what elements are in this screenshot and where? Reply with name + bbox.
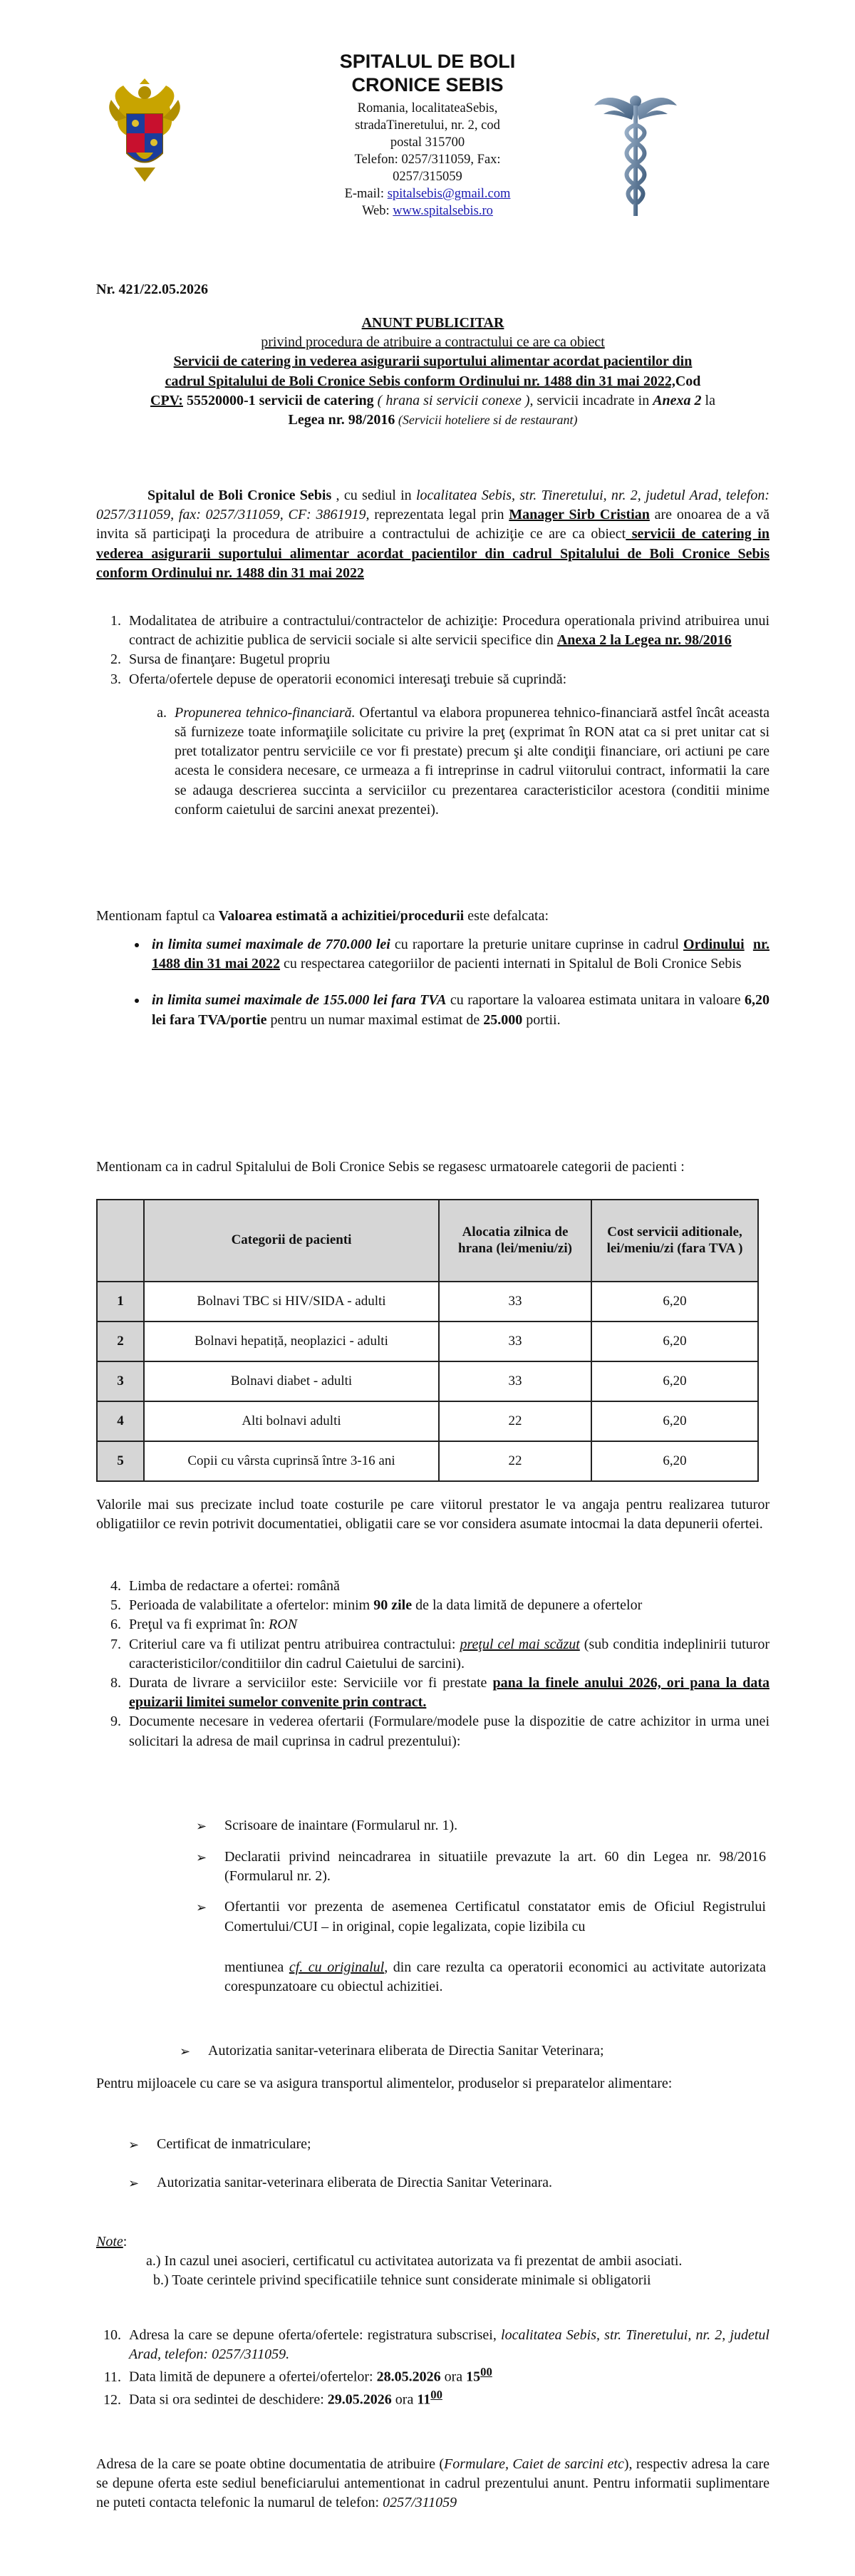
note-section: Note: a.) In cazul unei asocieri, certificatul cu activitatea autorizata va fi prezentat de ambii asociati. b.) Toate cerintele privind specificatiile tehnice sunt considerate minimale si obligatorii xyxy=(96,2232,770,2291)
table-header: Cost servicii aditionale, lei/meniu/zi (fara TVA ) xyxy=(591,1200,758,1282)
table-header xyxy=(97,1200,144,1282)
table-row: 5 Copii cu vârsta cuprinsă între 3-16 ani 22 6,20 xyxy=(97,1441,758,1481)
caduceus-icon xyxy=(593,86,678,217)
list-item: ➢ Declaratii privind neincadrarea in situatiile prevazute la art. 60 din Legea nr. 98/2016 (Formularul nr. 2). xyxy=(196,1848,766,1886)
list-item: 2. Sursa de finanţare: Bugetul propriu xyxy=(125,650,770,669)
list-item: mentiunea cf. cu originalul, din care rezulta ca operatorii economici au activitate autorizata corespunzatoare cu obiectul achizitiei. xyxy=(224,1959,766,1994)
hospital-name: SPITALUL DE BOLI CRONICE SEBIS xyxy=(339,51,516,96)
announcement-title: ANUNT PUBLICITAR xyxy=(361,315,504,331)
transport-list xyxy=(128,2135,770,2205)
list-item: 4. Limba de redactare a ofertei: română xyxy=(125,1577,770,1596)
list-item: 12. Data si ora sedintei de deschidere: 29.05.2026 ora $11^{00}$ xyxy=(125,2387,770,2410)
table-row: 2 Bolnavi hepatiță, neoplazici - adulti 33 6,20 xyxy=(97,1322,758,1361)
categories-table-wrap xyxy=(96,1199,770,1482)
list-item: 11. Data limită de depunere a ofertei/ofertelor: 28.05.2026 ora $15^{00}$ xyxy=(125,2364,770,2387)
categories-intro: Mentionam ca in cadrul Spitalului de Boli Cronice Sebis se regasesc urmatoarele categorii de pacienti : xyxy=(96,1159,685,1175)
list-item: • in limita sumei maximale de 770.000 lei cu raportare la preturie unitare cuprinse in cadrul Ordinului nr. 1488 din 31 mai 2022 cu respectarea categoriilor de pacienti internati in Spitalul de Boli Cronice Sebis xyxy=(147,935,770,974)
document-number: Nr. 421/22.05.2026 xyxy=(96,282,209,297)
address-line: Romania, localitateaSebis, xyxy=(357,101,498,115)
announcement-subtitle: privind procedura de atribuire a contractului ce are ca obiect xyxy=(261,334,605,351)
address-line: 0257/315059 xyxy=(393,170,462,185)
list-item: 3. Oferta/ofertele depuse de operatorii economici interesaţi trebuie să cuprindă: a. Propunerea tehnico-financiară. Ofertantul va elabora propunerea tehnico-financiară astfel încât aceasta să furnizeze toate informaţiile solicitate cu privire la preţ (exprimat în RON atat ca si pret unitar cat si pret totalizator pentru serviciile ce vor fi prestate) precum şi alte condiţii financiare, ori actiuni pe care acesta le considera necesare, ce urmeaza a fi intreprinse in cadrul viitorului contract, informatii la care se adauga descrierea succinta a serviciilor cu prezentarea caracteristicilor acestora (conditii minime conform caietului de sarcini anexat prezentei). xyxy=(125,670,770,820)
list-item: ➢ Autorizatia sanitar-veterinara eliberata de Directia Sanitar Veterinara; xyxy=(180,2041,771,2061)
arrow-bullet-icon: ➢ xyxy=(128,2176,140,2190)
table-header-row xyxy=(97,1200,758,1282)
table-header: Alocatia zilnica de hrana (lei/meniu/zi) xyxy=(439,1200,591,1282)
intro-paragraph: Spitalul de Boli Cronice Sebis , cu sediul in localitatea Sebis, str. Tineretului, nr. 2, judetul Arad, telefon: 0257/311059, fax: 0257/311059, CF: 3861919, reprezentata legal prin Manager Sirb Cristian are onoarea de a vă invita să participaţi la procedura de atribuire a contractului de achiziţie ce are ca obiect servicii de catering in vederea asigurarii suportului alimentar acordat pacientilor din cadrul Spitalului de Boli Cronice Sebis conform Ordinului nr. 1488 din 31 mai 2022 xyxy=(96,488,770,581)
values-note: Valorile mai sus precizate includ toate costurile pe care viitorul prestator le va angaja pentru realizarea tuturor obligatiilor ce revin potrivit documentatiei, obligatii care se vor considera asumate intocmai la data depunerii ofertei. xyxy=(96,1497,770,1532)
note-a: a.) In cazul unei asocieri, certificatul cu activitatea autorizata va fi prezentat de ambii asociati. xyxy=(146,2253,683,2270)
transport-lead: Pentru mijloacele cu care se va asigura transportul alimentelor, produselor si preparatelor alimentare: xyxy=(96,2076,673,2091)
table-row: 4 Alti bolnavi adulti 22 6,20 xyxy=(97,1401,758,1441)
documents-list-2 xyxy=(180,2041,771,2073)
estimate-bullets xyxy=(96,935,770,1047)
list-item: a. Propunerea tehnico-financiară. Ofertantul va elabora propunerea tehnico-financiară astfel încât aceasta să furnizeze toate informaţiile solicitate cu privire la preţ (exprimat în RON atat ca si pret unitar cat si pret totalizator pentru serviciile ce vor fi prestate) precum şi alte condiţii financiare, ori actiuni pe care acesta le considera necesare, ce urmeaza a fi intreprinse in cadrul viitorului contract, informatii la care se adauga descrierea succinta a serviciilor cu prezentarea caracteristicilor acestora (conditii minime conform caietului de sarcini anexat prezentei). xyxy=(170,704,770,820)
address-line: Telefon: 0257/311059, Fax: xyxy=(354,153,501,168)
note-label: Note xyxy=(96,2234,123,2250)
items-4-9 xyxy=(96,1577,770,1751)
arrow-bullet-icon: ➢ xyxy=(196,1819,207,1833)
table-row: 3 Bolnavi diabet - adulti 33 6,20 xyxy=(97,1361,758,1401)
arrow-bullet-icon: ➢ xyxy=(196,1850,207,1865)
announcement-header: ANUNT PUBLICITAR privind procedura de atribuire a contractului ce are ca obiect Servicii de catering in vederea asigurarii suportului alimentar acordat pacientilor din cadrul Spitalului de Boli Cronice Sebis conform Ordinului nr. 1488 din 31 mai 2022,Cod CPV: 55520000-1 servicii de catering ( hrana si servicii conexe ), servicii incadrate in Anexa 2 la Legea nr. 98/2016 (Servicii hoteliere si de restaurant) xyxy=(96,314,770,430)
website-link[interactable]: www.spitalsebis.ro xyxy=(393,204,493,219)
address-line: stradaTineretului, nr. 2, cod xyxy=(355,118,500,133)
list-item: ➢ Autorizatia sanitar-veterinara eliberata de Directia Sanitar Veterinara. xyxy=(128,2173,770,2193)
list-item: 8. Durata de livrare a serviciilor este: Serviciile vor fi prestate pana la finele anului 2026, ori pana la data epuizarii limitei sumelor convenite prin contract. xyxy=(125,1674,770,1712)
documents-list xyxy=(196,1816,766,2008)
table-header: Categorii de pacienti xyxy=(144,1200,439,1282)
estimate-lead: Mentionam faptul ca Valoarea estimată a achizitiei/procedurii este defalcata: xyxy=(96,908,549,924)
arrow-bullet-icon: ➢ xyxy=(128,2138,140,2152)
list-item: 5. Perioada de valabilitate a ofertelor: minim 90 zile de la data limită de depunere a ofertelor xyxy=(125,1596,770,1615)
categories-table xyxy=(96,1199,759,1482)
items-1-3 xyxy=(96,612,770,820)
list-item: 10. Adresa la care se depune oferta/ofertele: registratura subscrisei, localitatea Sebis, str. Tineretului, nr. 2, judetul Arad, telefon: 0257/311059. xyxy=(125,2326,770,2364)
list-item: ➢ Ofertantii vor prezenta de asemenea Certificatul constatator emis de Oficiul Registrului Comertului/CUI – in original, copie legalizata, copie lizibila cu xyxy=(196,1897,766,1936)
list-item: ➢ Scrisoare de inaintare (Formularul nr. 1). xyxy=(196,1816,766,1836)
items-10-12 xyxy=(96,2326,770,2410)
note-b: b.) Toate cerintele privind specificatiile tehnice sunt considerate minimale si obligatorii xyxy=(153,2272,651,2289)
address-line: postal 315700 xyxy=(390,135,465,150)
list-item: 1. Modalitatea de atribuire a contractului/contractelor de achiziţie: Procedura operationala privind atribuirea unui contract de achizitie publica de servicii sociale si alte servicii specifice din Anexa 2 la Legea nr. 98/2016 xyxy=(125,612,770,650)
romania-coat-of-arms-icon xyxy=(105,78,184,185)
list-item: 9. Documente necesare in vederea ofertarii (Formulare/modele puse la dispozitie de catre achizitor in urma unei solicitari la adresa de mail cuprinsa in cadrul prezentului): xyxy=(125,1712,770,1751)
closing-paragraph: Adresa de la care se poate obtine documentatia de atribuire (Formulare, Caiet de sarcini etc), respectiv adresa la care se depune oferta este sediul beneficiarului antementionat in cadrul prezentului anunt. Pentru informatii suplimentare ne puteti contacta telefonic la numarul de telefon: 0257/311059 xyxy=(96,2456,770,2511)
table-row: 1 Bolnavi TBC si HIV/SIDA - adulti 33 6,20 xyxy=(97,1282,758,1322)
hospital-address: Romania, localitateaSebis, stradaTineretului, nr. 2, cod postal 315700 Telefon: 0257/311059, Fax: 0257/315059 E-mail: spitalsebis@gmail.com Web: www.spitalsebis.ro xyxy=(314,100,542,220)
list-item: 6. Preţul va fi exprimat în: RON xyxy=(125,1615,770,1634)
arrow-bullet-icon: ➢ xyxy=(196,1900,207,1915)
list-item: ➢ Certificat de inmatriculare; xyxy=(128,2135,770,2155)
email-link[interactable]: spitalsebis@gmail.com xyxy=(387,187,511,202)
list-item: 7. Criteriul care va fi utilizat pentru atribuirea contractului: preţul cel mai scăzut (sub conditia indeplinirii tuturor caracteristicilor/conditiilor din cadrul Caietului de sarcini). xyxy=(125,1635,770,1674)
arrow-bullet-icon: ➢ xyxy=(180,2044,191,2059)
list-item: • in limita sumei maximale de 155.000 lei fara TVA cu raportare la valoarea estimata unitara in valoare 6,20 lei fara TVA/portie pentru un numar maximal estimat de 25.000 portii. xyxy=(147,991,770,1029)
